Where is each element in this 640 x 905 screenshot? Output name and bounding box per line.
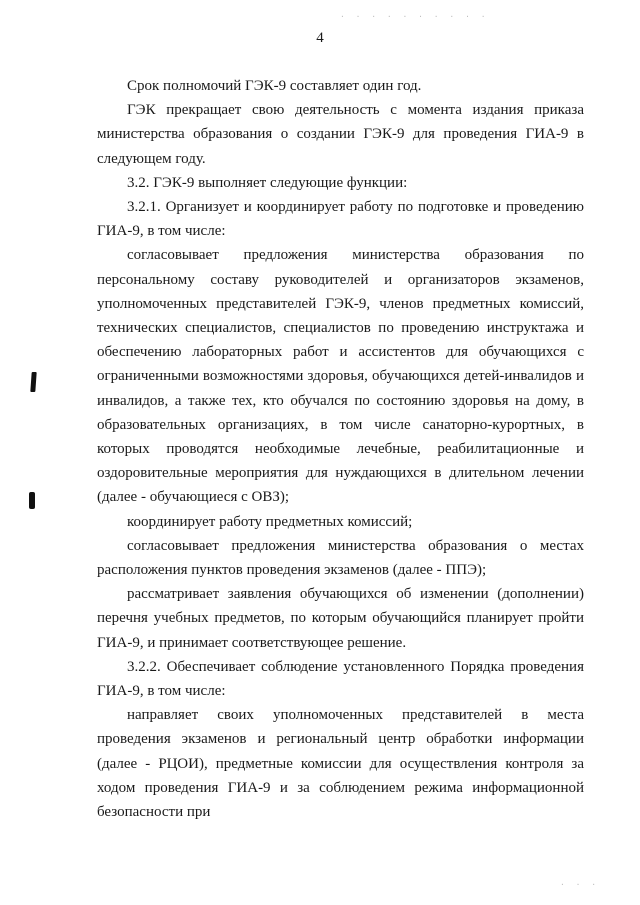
paragraph-reviews-applications: рассматривает заявления обучающихся об изменении (дополнении) перечня учебных предметов, по которым обучающийся планирует пройти ГИА-9, и принимает соответствующее решение.: [97, 586, 584, 651]
paragraph-agrees-exam-locations: согласовывает предложения министерства образования о местах расположения пунктов проведения экзаменов (далее - ППЭ);: [97, 537, 584, 579]
scan-noise-top: · · · · · · · · · ·: [340, 12, 489, 21]
paragraph-term-of-office: Срок полномочий ГЭК-9 составляет один год.: [127, 78, 422, 94]
paragraph-termination: ГЭК прекращает свою деятельность с момента издания приказа министерства образования о создании ГЭК-9 для проведения ГИА-9 в следующем году.: [97, 102, 584, 167]
binding-hole-mark: [29, 492, 35, 509]
paragraph-section-3-2-2: 3.2.2. Обеспечивает соблюдение установленного Порядка проведения ГИА-9, в том числе:: [97, 658, 584, 700]
paragraph-section-3-2: 3.2. ГЭК-9 выполняет следующие функции:: [127, 174, 408, 191]
scan-noise-bottom: · · ·: [560, 880, 600, 889]
binding-hole-mark: [30, 372, 36, 392]
paragraph-agrees-personnel: согласовывает предложения министерства образования по персональному составу руководителей и организаторов экзаменов, уполномоченных представителей ГЭК-9, членов предметных комиссий, технических специалистов, специалистов по проведению инструктажа и обеспечению лабораторных работ и ассистентов для обучающихся с ограниченными возможностями здоровья, обучающихся детей-инвалидов и инвалидов, а также тех, кто обучался по состоянию здоровья на дому, в образовательных организациях, в том числе санаторно-курортных, в которых проводятся необходимые лечебные, реабилитационные и оздоровительные мероприятия для нуждающихся в длительном лечении (далее - обучающиеся с ОВЗ);: [97, 247, 584, 506]
paragraph-section-3-2-1: 3.2.1. Организует и координирует работу по подготовке и проведению ГИА-9, в том числе:: [97, 199, 584, 240]
paragraph-sends-representatives: направляет своих уполномоченных представителей в места проведения экзаменов и региональный центр обработки информации (далее - РЦОИ), предметные комиссии для осуществления контроля за ходом проведения ГИА-9 и за соблюдением режима информационной безопасности при: [97, 707, 584, 821]
paragraph-coordinates-commissions: координирует работу предметных комиссий;: [127, 513, 413, 530]
page-number: 4: [316, 30, 324, 46]
document-body: [97, 74, 584, 824]
